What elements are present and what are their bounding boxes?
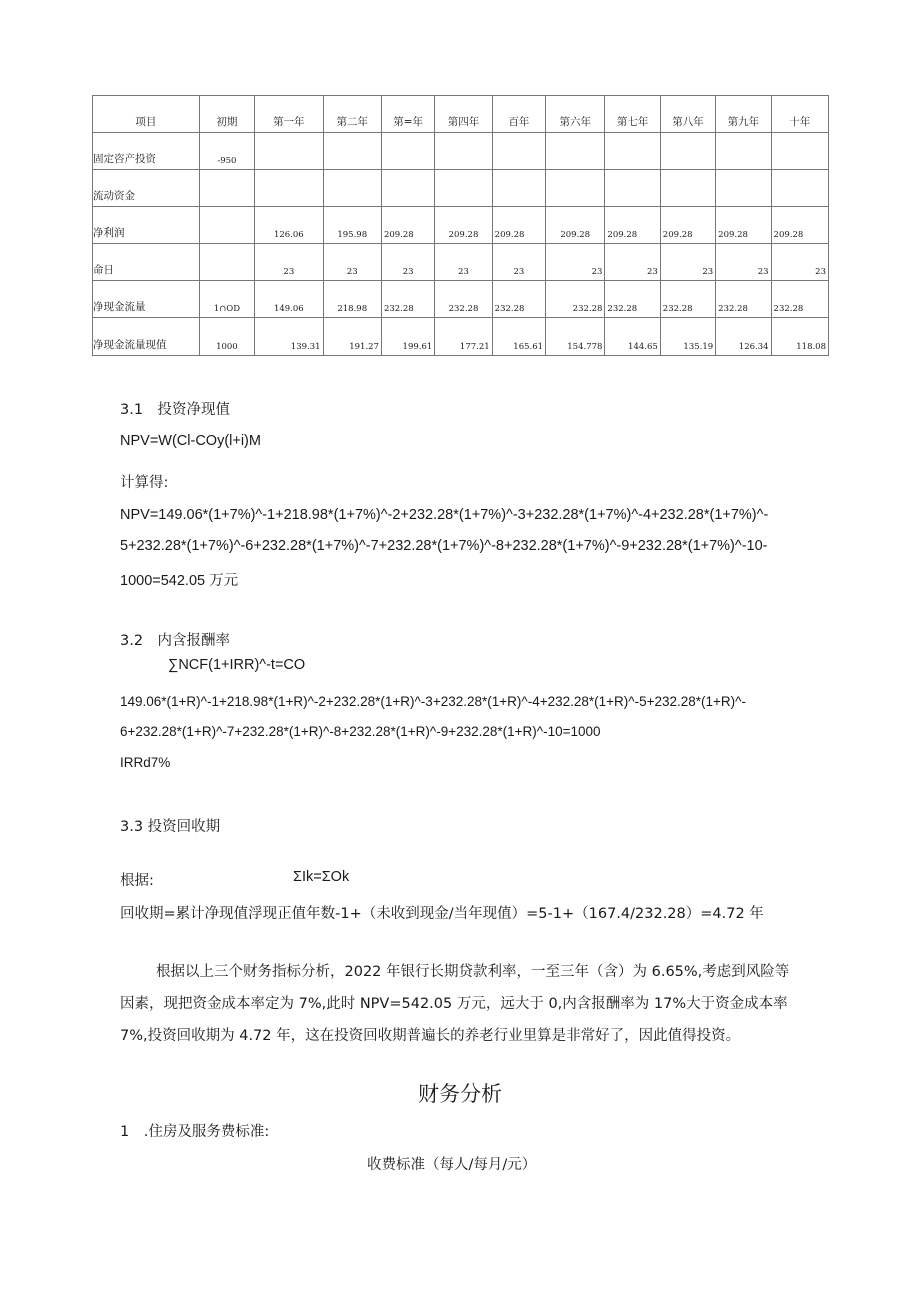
conclusion-paragraph: 根据以上三个财务指标分析，2022 年银行长期贷款利率，一至三年（含）为 6.65%,考虑到风险等因素，现把资金成本率定为 7%,此时 NPV=542.05 万元，远大于 0,内含报酬率为 17%大于资金成本率 7%,投资回收期为 4.72 年，这在投资回收期普遍长的养老行业里算是非常好了，因此值得投资。 [120, 964, 790, 1044]
table-cell [199, 244, 254, 281]
table-header-cell: 第七年 [605, 96, 660, 133]
table-cell: 209.28 [546, 207, 605, 244]
table-header-cell: 项目 [93, 96, 200, 133]
row-label: 固定咨产投资 [93, 133, 200, 170]
irr-calc-line-1: 149.06*(1+R)^-1+218.98*(1+R)^-2+232.28*(1+R)^-3+232.28*(1+R)^-4+232.28*(1+R)^-5+232.28*(1+R)^- [120, 694, 747, 709]
table-cell: 144.65 [605, 318, 660, 356]
fee-caption: 收费标准（每人/每月/元） [367, 1157, 537, 1173]
table-cell: 209.28 [716, 207, 771, 244]
finance-heading: 财务分析 [418, 1082, 502, 1106]
section-3-1-title: 3.1 投资净现值 [120, 402, 231, 418]
section-3-3-title: 3.3 投资回收期 [120, 819, 221, 835]
payback-calc: 回收期=累计净现值浮现正值年数-1+（未收到现金/当年现值）=5-1+（167.4/232.28）=4.72 年 [120, 906, 764, 922]
row-label: 净现金流量 [93, 281, 200, 318]
table-header-cell: 第=年 [381, 96, 434, 133]
calc-label: 计算得: [120, 475, 169, 491]
irr-result: IRRd7% [120, 755, 171, 770]
table-cell [492, 133, 545, 170]
table-cell: 149.06 [255, 281, 323, 318]
table-cell [660, 133, 715, 170]
table-cell [323, 170, 381, 207]
table-header-cell: 第四年 [435, 96, 492, 133]
table-cell: 126.06 [255, 207, 323, 244]
table-cell [199, 207, 254, 244]
table-cell: 232.28 [492, 281, 545, 318]
table-cell: 23 [255, 244, 323, 281]
table-cell: 1000 [199, 318, 254, 356]
basis-formula: ΣIk=ΣOk [293, 869, 350, 885]
table-cell [255, 170, 323, 207]
table-cell: 199.61 [381, 318, 434, 356]
table-cell: 154.778 [546, 318, 605, 356]
table-cell [605, 170, 660, 207]
table-cell: 191.27 [323, 318, 381, 356]
table-cell: 232.28 [660, 281, 715, 318]
table-cell: 23 [435, 244, 492, 281]
table-cell [381, 170, 434, 207]
table-row [93, 207, 829, 244]
table-cell [546, 133, 605, 170]
table-cell [771, 133, 828, 170]
table-cell: -950 [199, 133, 254, 170]
table-header-cell: 初期 [199, 96, 254, 133]
table-cell: 232.28 [716, 281, 771, 318]
table-cell: 232.28 [546, 281, 605, 318]
table-header-cell: 第六年 [546, 96, 605, 133]
table-cell: 139.31 [255, 318, 323, 356]
npv-calc-line-2: 5+232.28*(1+7%)^-6+232.28*(1+7%)^-7+232.28*(1+7%)^-8+232.28*(1+7%)^-9+232.28*(1+7%)^-10- [120, 538, 768, 554]
table-cell: 209.28 [605, 207, 660, 244]
table-cell: 165.61 [492, 318, 545, 356]
table-row [93, 244, 829, 281]
table-row [93, 170, 829, 207]
table-cell: 209.28 [381, 207, 434, 244]
table-cell: 232.28 [435, 281, 492, 318]
row-label: 流动资金 [93, 170, 200, 207]
table-cell [323, 133, 381, 170]
npv-calc-line-1: NPV=149.06*(1+7%)^-1+218.98*(1+7%)^-2+232.28*(1+7%)^-3+232.28*(1+7%)^-4+232.28*(1+7%)^- [120, 507, 769, 523]
irr-formula: ∑NCF(1+IRR)^-t=CO [168, 657, 306, 673]
table-header-cell: 第一年 [255, 96, 323, 133]
table-cell [435, 170, 492, 207]
table-cell [492, 170, 545, 207]
table-cell: 23 [660, 244, 715, 281]
row-label: 净现金流量现值 [93, 318, 200, 356]
table-cell: 23 [323, 244, 381, 281]
table-cell: 23 [492, 244, 545, 281]
table-cell [605, 133, 660, 170]
table-header-cell: 十年 [771, 96, 828, 133]
basis-label: 根据: [120, 873, 154, 889]
npv-calc-line-3: 1000=542.05 万元 [120, 573, 239, 589]
row-label: 净利润 [93, 207, 200, 244]
table-cell: 232.28 [381, 281, 434, 318]
table-cell: 23 [381, 244, 434, 281]
table-cell: 23 [605, 244, 660, 281]
table-cell: 1∩OD [199, 281, 254, 318]
table-cell [381, 133, 434, 170]
table-cell: 232.28 [771, 281, 828, 318]
table-cell: 209.28 [492, 207, 545, 244]
table-cell [199, 170, 254, 207]
table-header-cell: 百年 [492, 96, 545, 133]
table-row [93, 318, 829, 356]
table-cell: 177.21 [435, 318, 492, 356]
table-cell [435, 133, 492, 170]
table-header-cell: 第二年 [323, 96, 381, 133]
table-cell: 23 [546, 244, 605, 281]
table-header-cell: 第八年 [660, 96, 715, 133]
npv-formula: NPV=W(Cl-COy(l+i)M [120, 433, 261, 449]
table-header-row [93, 96, 829, 133]
table-cell [716, 133, 771, 170]
table-cell [716, 170, 771, 207]
table-row [93, 133, 829, 170]
table-cell: 195.98 [323, 207, 381, 244]
table-cell: 135.19 [660, 318, 715, 356]
table-cell: 23 [771, 244, 828, 281]
table-cell [255, 133, 323, 170]
table-cell: 118.08 [771, 318, 828, 356]
table-cell [546, 170, 605, 207]
table-cell: 209.28 [435, 207, 492, 244]
section-3-2-title: 3.2 内含报酬率 [120, 633, 231, 649]
table-cell: 218.98 [323, 281, 381, 318]
table-cell: 209.28 [660, 207, 715, 244]
table-cell [771, 170, 828, 207]
row-label: 命日 [93, 244, 200, 281]
irr-calc-line-2: 6+232.28*(1+R)^-7+232.28*(1+R)^-8+232.28*(1+R)^-9+232.28*(1+R)^-10=1000 [120, 724, 601, 739]
table-cell: 232.28 [605, 281, 660, 318]
cash-flow-table [92, 95, 829, 356]
table-row [93, 281, 829, 318]
item-1-label: 1 .住房及服务费标准: [120, 1124, 270, 1140]
table-cell: 209.28 [771, 207, 828, 244]
table-cell: 23 [716, 244, 771, 281]
table-cell [660, 170, 715, 207]
table-cell: 126.34 [716, 318, 771, 356]
table-header-cell: 第九年 [716, 96, 771, 133]
